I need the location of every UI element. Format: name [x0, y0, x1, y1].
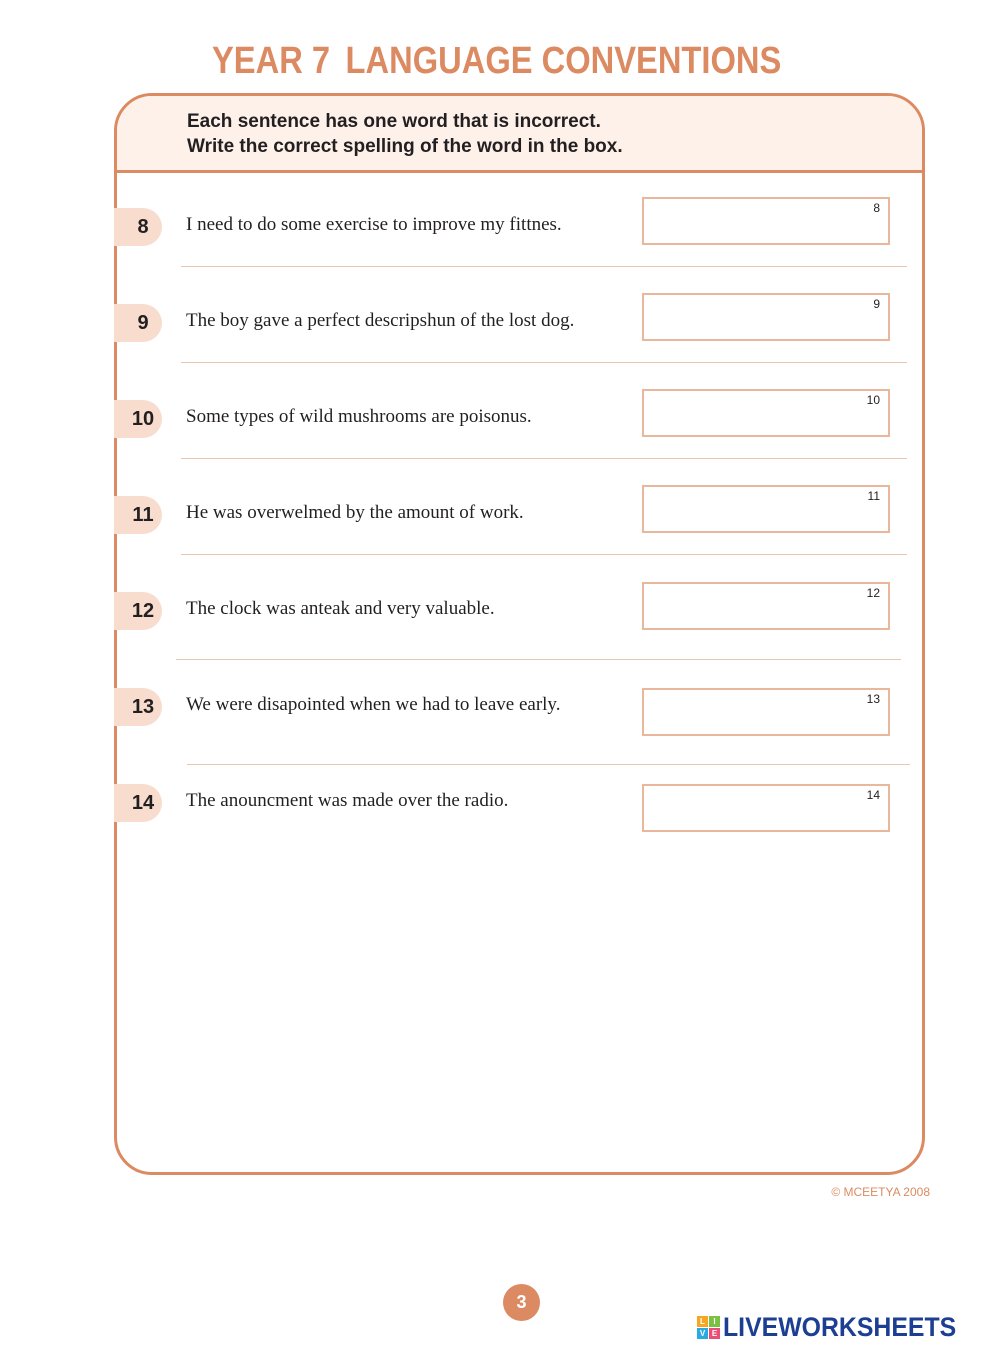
- row-divider: [181, 554, 907, 555]
- question-number-tab: 12: [114, 592, 162, 630]
- instruction-line-1: Each sentence has one word that is incorrect.: [187, 111, 601, 132]
- answer-box[interactable]: [642, 485, 890, 533]
- answer-box[interactable]: [642, 582, 890, 630]
- question-sentence: Some types of wild mushrooms are poisonus.: [186, 406, 532, 427]
- row-divider: [176, 659, 901, 660]
- answer-input[interactable]: [648, 499, 852, 529]
- worksheet-panel: [114, 93, 925, 1175]
- answer-box-label: 8: [873, 201, 880, 215]
- logo-letter: E: [709, 1328, 720, 1339]
- answer-input[interactable]: [648, 798, 852, 828]
- answer-box-label: 11: [867, 489, 880, 503]
- answer-box-label: 10: [866, 393, 880, 407]
- answer-box-label: 14: [866, 788, 880, 802]
- question-sentence: The clock was anteak and very valuable.: [186, 598, 495, 619]
- row-divider: [181, 266, 907, 267]
- question-sentence: I need to do some exercise to improve my fittnes.: [186, 214, 562, 235]
- answer-input[interactable]: [648, 403, 852, 433]
- answer-box-label: 13: [866, 692, 880, 706]
- question-number-tab: 10: [114, 400, 162, 438]
- question-sentence: He was overwelmed by the amount of work.: [186, 502, 524, 523]
- answer-input[interactable]: [648, 307, 852, 337]
- answer-box[interactable]: [642, 197, 890, 245]
- answer-input[interactable]: [648, 211, 852, 241]
- answer-input[interactable]: [648, 702, 852, 732]
- instructions: [187, 109, 623, 159]
- instructions-header: [117, 96, 922, 173]
- row-divider: [181, 362, 907, 363]
- logo-letter: V: [697, 1328, 708, 1339]
- title-year: YEAR 7: [212, 40, 331, 82]
- question-number-tab: 13: [114, 688, 162, 726]
- answer-box[interactable]: [642, 784, 890, 832]
- logo-letter: L: [697, 1316, 708, 1327]
- copyright-notice: © MCEETYA 2008: [831, 1185, 930, 1199]
- question-sentence: The anouncment was made over the radio.: [186, 790, 509, 811]
- title-subject: LANGUAGE CONVENTIONS: [345, 40, 782, 82]
- liveworksheets-wordmark: LIVEWORKSHEETS: [723, 1311, 957, 1342]
- logo-letter: I: [709, 1316, 720, 1327]
- liveworksheets-logo[interactable]: [697, 1312, 977, 1342]
- question-number-tab: 8: [114, 208, 162, 246]
- question-number-tab: 14: [114, 784, 162, 822]
- answer-box[interactable]: [642, 688, 890, 736]
- liveworksheets-blocks-icon: [697, 1316, 720, 1339]
- answer-box[interactable]: [642, 389, 890, 437]
- question-sentence: The boy gave a perfect descripshun of the lost dog.: [186, 310, 575, 331]
- row-divider: [187, 764, 910, 765]
- answer-box[interactable]: [642, 293, 890, 341]
- instruction-line-2: Write the correct spelling of the word in the box.: [187, 136, 623, 157]
- page-number-badge: 3: [503, 1284, 540, 1321]
- row-divider: [181, 458, 907, 459]
- answer-box-label: 12: [866, 586, 880, 600]
- answer-input[interactable]: [648, 596, 852, 626]
- answer-box-label: 9: [873, 297, 880, 311]
- question-sentence: We were disapointed when we had to leave early.: [186, 694, 561, 715]
- page-title: [212, 40, 781, 83]
- question-number-tab: 11: [114, 496, 162, 534]
- question-number-tab: 9: [114, 304, 162, 342]
